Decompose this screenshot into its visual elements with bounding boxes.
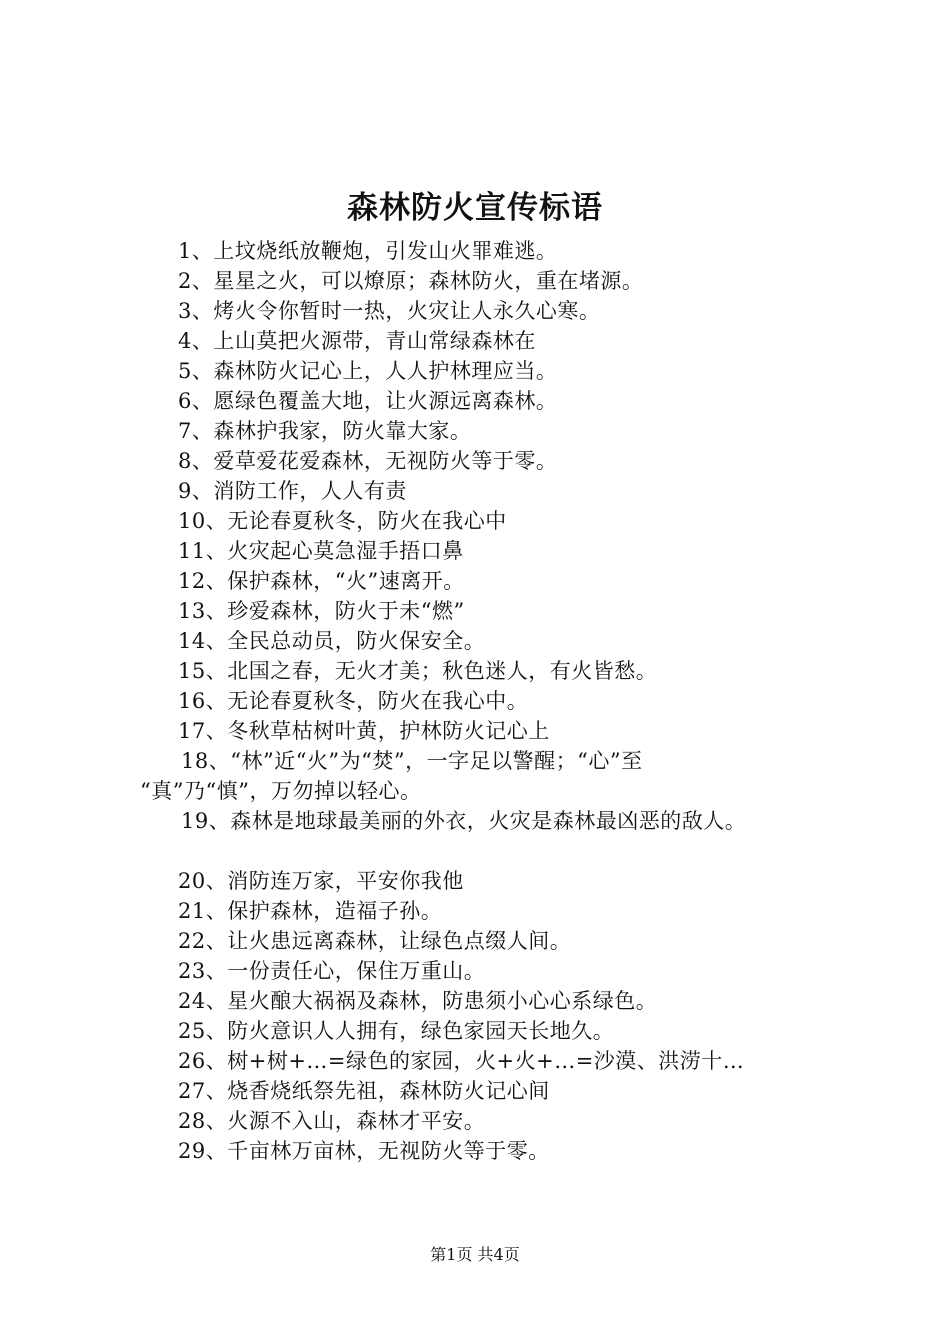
slogan-item: 24、星火酿大祸祸及森林，防患须小心心系绿色。 xyxy=(178,989,658,1013)
slogan-item: 10、无论春夏秋冬，防火在我心中 xyxy=(178,509,507,533)
slogan-item: 15、北国之春，无火才美；秋色迷人，有火皆愁。 xyxy=(178,659,658,683)
slogan-item: 6、愿绿色覆盖大地，让火源远离森林。 xyxy=(178,389,558,413)
slogan-item: 5、森林防火记心上，人人护林理应当。 xyxy=(178,359,558,383)
slogan-item: 26、树+树+…=绿色的家园，火+火+…=沙漠、洪涝十… xyxy=(178,1049,745,1073)
slogan-item: 28、火源不入山，森林才平安。 xyxy=(178,1109,486,1133)
slogan-item: 2、星星之火，可以燎原；森林防火，重在堵源。 xyxy=(178,269,644,293)
slogan-item: 18、“林”近“火”为“焚”，一字足以警醒；“心”至 xyxy=(181,749,643,773)
slogan-item: 25、防火意识人人拥有，绿色家园天长地久。 xyxy=(178,1019,615,1043)
slogan-item: 14、全民总动员，防火保安全。 xyxy=(178,629,486,653)
slogan-item: 13、珍爱森林，防火于未“燃” xyxy=(178,599,465,623)
slogan-item: 4、上山莫把火源带，青山常绿森林在 xyxy=(178,329,536,353)
slogan-item-continuation: “真”乃“慎”，万勿掉以轻心。 xyxy=(140,779,422,803)
slogan-item: 16、无论春夏秋冬，防火在我心中。 xyxy=(178,689,529,713)
slogan-item: 23、一份责任心，保住万重山。 xyxy=(178,959,486,983)
blank-line xyxy=(0,836,950,866)
slogan-item: 12、保护森林，“火”速离开。 xyxy=(178,569,465,593)
slogan-item: 3、烤火令你暂时一热，火灾让人永久心寒。 xyxy=(178,299,601,323)
slogan-item: 29、千亩林万亩林，无视防火等于零。 xyxy=(178,1139,550,1163)
slogan-item: 8、爱草爱花爱森林，无视防火等于零。 xyxy=(178,449,558,473)
document-title: 森林防火宣传标语 xyxy=(347,190,603,226)
slogan-item: 19、森林是地球最美丽的外衣，火灾是森林最凶恶的敌人。 xyxy=(181,809,747,833)
slogan-item: 20、消防连万家，平安你我他 xyxy=(178,869,464,893)
slogan-item: 11、火灾起心莫急湿手捂口鼻 xyxy=(178,539,464,563)
slogan-item: 21、保护森林，造福子孙。 xyxy=(178,899,443,923)
slogan-item: 7、森林护我家，防火靠大家。 xyxy=(178,419,472,443)
slogan-item: 17、冬秋草枯树叶黄，护林防火记心上 xyxy=(178,719,550,743)
slogan-list xyxy=(0,236,950,1166)
page-footer: 第1页 共4页 xyxy=(430,1245,520,1264)
slogan-item: 22、让火患远离森林，让绿色点缀人间。 xyxy=(178,929,572,953)
slogan-item: 9、消防工作，人人有责 xyxy=(178,479,407,503)
slogan-item: 1、上坟烧纸放鞭炮，引发山火罪难逃。 xyxy=(178,239,558,263)
slogan-item: 27、烧香烧纸祭先祖，森林防火记心间 xyxy=(178,1079,550,1103)
